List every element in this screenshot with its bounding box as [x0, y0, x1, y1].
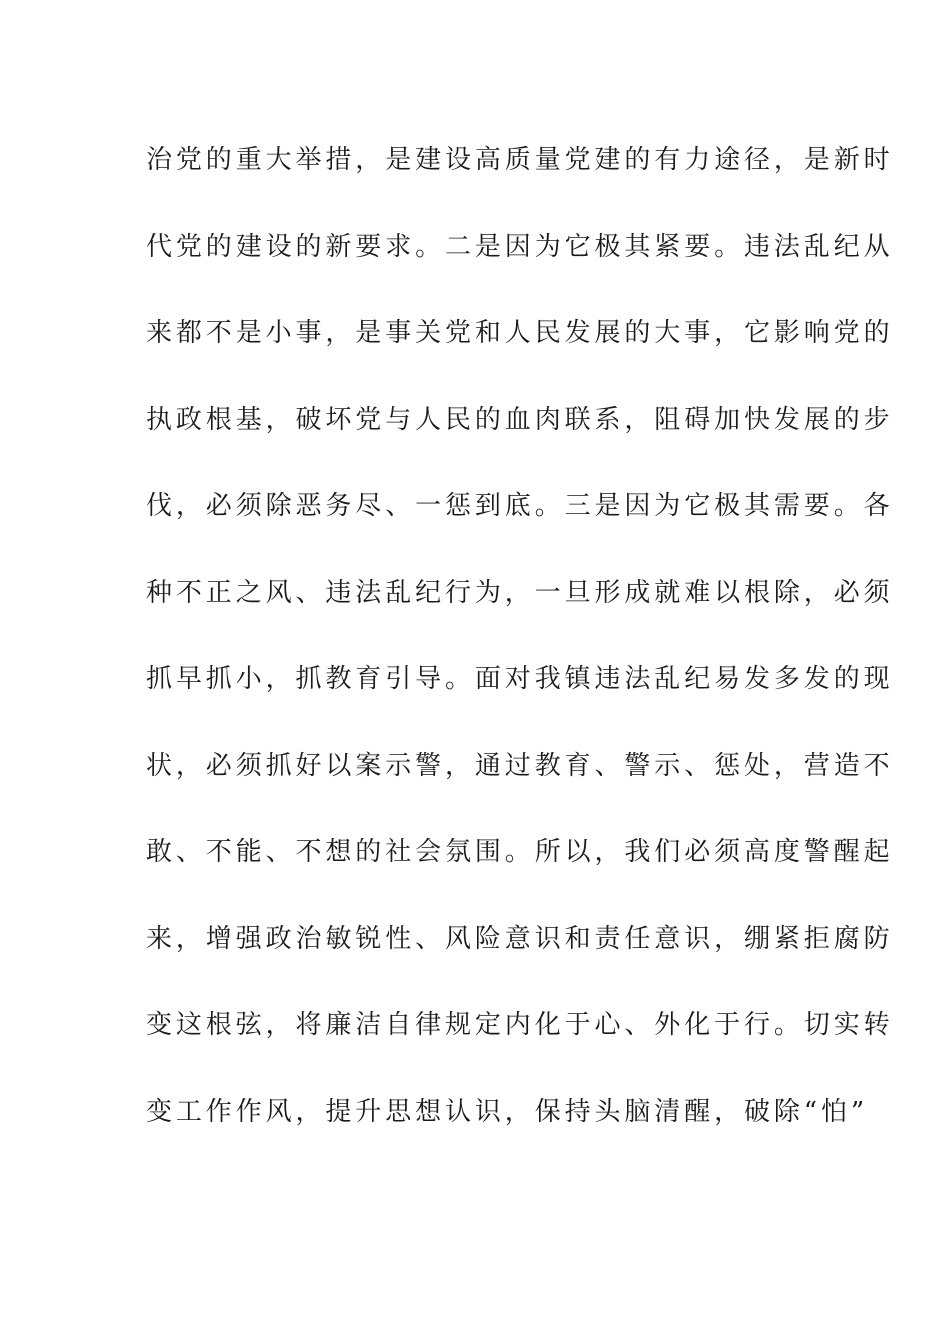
text-line: 来，增强政治敏锐性、风险意识和责任意识，绷紧拒腐防: [146, 923, 894, 954]
text-line: 代党的建设的新要求。二是因为它极其紧要。违法乱纪从: [146, 231, 894, 262]
text-line: 变这根弦，将廉洁自律规定内化于心、外化于行。切实转: [146, 1010, 894, 1040]
text-line: 执政根基，破坏党与人民的血肉联系，阻碍加快发展的步: [146, 404, 894, 435]
text-line: 来都不是小事，是事关党和人民发展的大事，它影响党的: [146, 318, 894, 348]
text-line: 变工作作风，提升思想认识，保持头脑清醒，破除“怕”: [146, 1096, 869, 1127]
text-line: 治党的重大举措，是建设高质量党建的有力途径，是新时: [146, 145, 894, 175]
text-line: 种不正之风、违法乱纪行为，一旦形成就难以根除，必须: [146, 577, 894, 608]
body-paragraph: [146, 136, 894, 1174]
text-line: 伐，必须除恶务尽、一惩到底。三是因为它极其需要。各: [146, 491, 894, 521]
text-line: 敢、不能、不想的社会氛围。所以，我们必须高度警醒起: [146, 837, 894, 867]
text-line: 抓早抓小，抓教育引导。面对我镇违法乱纪易发多发的现: [146, 664, 894, 694]
text-line: 状，必须抓好以案示警，通过教育、警示、惩处，营造不: [146, 750, 894, 781]
